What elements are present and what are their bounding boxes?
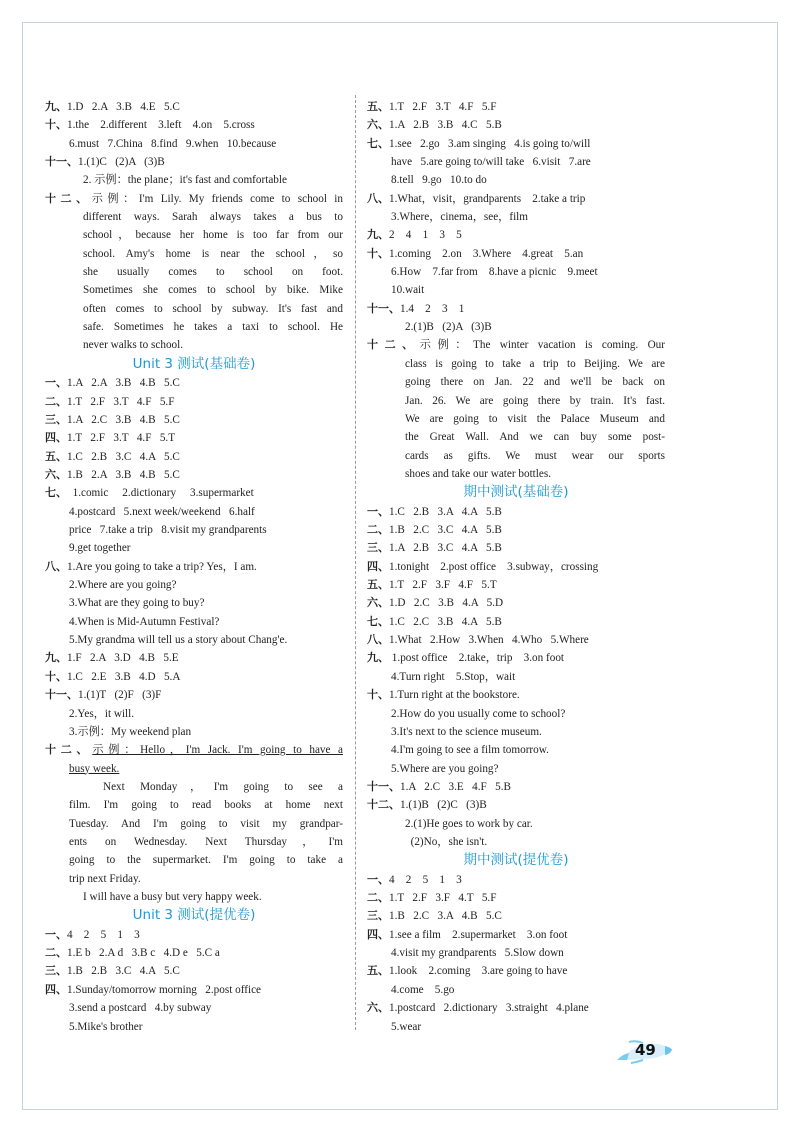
answer-text: 2.How do you usually come to school? xyxy=(391,707,566,720)
question-number: 六、 xyxy=(367,1001,389,1015)
answer-text: 3.It's next to the science museum. xyxy=(391,725,542,738)
answer-line xyxy=(45,613,343,631)
answer-text: 1.B 2.C 3.C 4.A 5.B xyxy=(389,524,502,537)
question-number: 一、 xyxy=(367,504,389,518)
answer-line xyxy=(45,851,343,869)
answer-text: 1.C 2.B 3.C 4.A 5.C xyxy=(67,450,180,463)
page-number: 49 xyxy=(635,1041,656,1059)
answer-text: 5.Where are you going? xyxy=(391,762,499,775)
question-number: 五、 xyxy=(367,578,389,592)
answer-text: 2.(1)B (2)A (3)B xyxy=(405,321,492,334)
answer-text: often comes to school by subway. It's fast and xyxy=(83,302,343,315)
answer-text: she usually comes to school on foot. xyxy=(83,266,343,279)
answer-text: 5.wear xyxy=(391,1020,422,1033)
answer-text: 1.tonight 2.post office 3.subway，crossing xyxy=(389,560,599,573)
question-number: 五、 xyxy=(45,449,67,463)
question-number: 十二、 xyxy=(367,798,400,812)
answer-text: 1.Sunday/tomorrow morning 2.post office xyxy=(67,983,262,996)
answer-line xyxy=(45,962,343,980)
question-number: 十一、 xyxy=(45,688,78,702)
question-number: 二、 xyxy=(367,523,389,537)
answer-line xyxy=(367,833,665,851)
question-number: 四、 xyxy=(45,431,67,445)
answer-text: 4.Turn right 5.Stop，wait xyxy=(391,670,516,683)
answer-line xyxy=(45,429,343,447)
answer-text: 1.coming 2.on 3.Where 4.great 5.an xyxy=(389,247,584,260)
answer-text: 1.A 2.C 3.B 4.B 5.C xyxy=(67,414,180,426)
page-number-badge xyxy=(615,1038,675,1064)
answer-line xyxy=(367,576,665,594)
answer-line xyxy=(45,668,343,686)
answer-line xyxy=(367,410,665,428)
answer-line xyxy=(367,245,665,263)
answer-line xyxy=(367,815,665,833)
answer-text: 3.send a postcard 4.by subway xyxy=(69,1002,212,1015)
answer-line xyxy=(45,686,343,704)
question-number: 九、 xyxy=(45,100,67,113)
answer-text: 4.I'm going to see a film tomorrow. xyxy=(391,744,549,757)
answer-text: 8.tell 9.go 10.to do xyxy=(391,174,487,187)
answer-line xyxy=(367,226,665,244)
answer-text: 1.T 2.F 3.F 4.T 5.F xyxy=(389,892,497,905)
question-number: 十、 xyxy=(367,246,389,260)
answer-text: busy week. xyxy=(69,762,120,775)
answer-line xyxy=(367,778,665,796)
answer-line xyxy=(367,871,665,889)
answer-text: We are going to visit the Palace Museum and xyxy=(405,412,665,425)
question-number: 十、 xyxy=(367,688,389,702)
answer-line xyxy=(367,465,665,483)
answer-line xyxy=(45,226,343,244)
answer-line xyxy=(45,281,343,299)
answer-text: 10.wait xyxy=(391,284,425,297)
answer-line xyxy=(367,539,665,557)
answer-text: 1.Turn right at the bookstore. xyxy=(389,689,520,702)
answer-line xyxy=(367,981,665,999)
question-number: 六、 xyxy=(45,468,67,482)
answer-text: class is going to take a trip to Beijing. We are xyxy=(405,357,665,370)
question-number: 十二、 xyxy=(45,191,92,205)
answer-text: 1.A 2.B 3.C 4.A 5.B xyxy=(389,542,502,555)
answer-line xyxy=(45,741,343,759)
answer-line xyxy=(367,521,665,539)
answer-line xyxy=(45,190,343,208)
answer-text: safe. Sometimes he takes a taxi to school. He xyxy=(83,321,343,334)
answer-text: 1.T 2.F 3.T 4.F 5.F xyxy=(389,101,497,113)
answer-text: 6.must 7.China 8.find 9.when 10.because xyxy=(69,137,277,150)
answer-line xyxy=(45,815,343,833)
answer-line xyxy=(45,336,343,354)
answer-text: trip next Friday. xyxy=(69,872,141,885)
answer-line xyxy=(45,116,343,134)
answer-line xyxy=(367,962,665,980)
answer-text: 1.A 2.C 3.E 4.F 5.B xyxy=(400,780,511,793)
answer-line xyxy=(45,245,343,263)
answer-text: school. Amy's home is near the school，so xyxy=(83,247,343,260)
answer-line xyxy=(45,796,343,814)
question-number: 十二、 xyxy=(367,338,420,352)
answer-line xyxy=(367,926,665,944)
answer-text: 6.How 7.far from 8.have a picnic 9.meet xyxy=(391,266,598,279)
answer-text: 2. 示例：the plane；it's fast and comfortable xyxy=(83,174,287,187)
question-number: 六、 xyxy=(367,118,389,132)
answer-line xyxy=(45,594,343,612)
answer-text: cards as gifts. We must wear our sports xyxy=(405,449,665,462)
answer-text: 4.postcard 5.next week/weekend 6.half xyxy=(69,505,255,518)
section-heading: 期中测试(提优卷) xyxy=(463,852,569,869)
answer-line xyxy=(45,521,343,539)
answer-line xyxy=(367,447,665,465)
answer-text: 1.D 2.C 3.B 4.A 5.D xyxy=(389,597,504,610)
answer-text: 1.see a film 2.supermarket 3.on foot xyxy=(389,928,568,941)
answer-text: 4 2 5 1 3 xyxy=(67,928,140,941)
answer-line xyxy=(367,686,665,704)
answer-line xyxy=(45,300,343,318)
answer-text: different ways. Sarah always takes a bus to xyxy=(83,211,343,224)
answer-line xyxy=(45,466,343,484)
answer-line xyxy=(367,428,665,446)
question-number: 九、 xyxy=(45,651,67,665)
question-number: 五、 xyxy=(367,100,389,113)
answer-line xyxy=(367,796,665,814)
answer-text: shoes and take our water bottles. xyxy=(405,467,552,480)
answer-line xyxy=(45,760,343,778)
answer-text: 1.the 2.different 3.left 4.on 5.cross xyxy=(67,119,255,132)
answer-text: 2.Yes，it will. xyxy=(69,707,135,720)
question-number: 八、 xyxy=(367,191,389,205)
answer-line xyxy=(367,558,665,576)
question-number: 八、 xyxy=(45,559,67,573)
question-number: 十一、 xyxy=(367,301,400,315)
answer-line xyxy=(367,281,665,299)
answer-text: 2.(1)He goes to work by car. xyxy=(405,817,533,830)
question-number: 五、 xyxy=(367,964,389,978)
answer-text: 1.look 2.coming 3.are going to have xyxy=(389,965,568,978)
answer-line xyxy=(367,741,665,759)
answer-line xyxy=(367,944,665,962)
answer-line xyxy=(367,889,665,907)
answer-line xyxy=(45,558,343,576)
answer-line xyxy=(45,1018,343,1036)
answer-line xyxy=(45,263,343,281)
answer-text: 1.C 2.B 3.A 4.A 5.B xyxy=(389,505,502,518)
answer-text: going there on Jan. 22 and we'll be back on xyxy=(405,376,665,389)
answer-text: 1.D 2.A 3.B 4.E 5.C xyxy=(67,101,180,113)
answer-line xyxy=(45,448,343,466)
question-number: 一、 xyxy=(367,872,389,886)
answer-line xyxy=(45,649,343,667)
question-number: 二、 xyxy=(45,394,67,408)
section-heading: 期中测试(基础卷) xyxy=(463,484,569,501)
answer-text: 1.T 2.F 3.T 4.F 5.T xyxy=(67,432,176,445)
column-divider xyxy=(355,95,356,1030)
question-number: 三、 xyxy=(45,964,67,978)
question-number: 一、 xyxy=(45,376,67,390)
question-number: 十二、 xyxy=(45,743,93,757)
answer-line xyxy=(367,190,665,208)
question-number: 二、 xyxy=(367,891,389,905)
answer-line xyxy=(45,870,343,888)
answer-text: 1.postcard 2.dictionary 3.straight 4.plane xyxy=(389,1002,589,1015)
answer-text: going to the supermarket. I'm going to take a xyxy=(69,854,343,867)
answer-line xyxy=(367,1018,665,1036)
answer-text: 1.C 2.E 3.B 4.D 5.A xyxy=(67,670,181,683)
answer-line xyxy=(45,98,343,116)
answer-text: 4.visit my grandparents 5.Slow down xyxy=(391,947,564,960)
answer-text: 3.Where，cinema，see，film xyxy=(391,211,528,224)
answer-line xyxy=(45,705,343,723)
answer-text: 1.B 2.B 3.C 4.A 5.C xyxy=(67,965,180,978)
answer-line xyxy=(45,631,343,649)
answer-line xyxy=(45,374,343,392)
question-number: 四、 xyxy=(367,927,389,941)
answer-text: have 5.are going to/will take 6.visit 7.are xyxy=(391,156,591,169)
answer-line xyxy=(45,135,343,153)
answer-text: Tuesday. And I'm going to visit my grandpar- xyxy=(69,817,343,830)
answer-line xyxy=(367,263,665,281)
question-number: 九、 xyxy=(367,651,389,665)
answer-text: 1.T 2.F 3.F 4.F 5.T xyxy=(389,579,497,592)
section-heading: Unit 3 测试(基础卷) xyxy=(132,355,256,372)
answer-text: price 7.take a trip 8.visit my grandparents xyxy=(69,524,267,537)
answer-text: 1.B 2.A 3.B 4.B 5.C xyxy=(67,469,180,482)
right-column xyxy=(367,98,665,1036)
answer-line xyxy=(367,631,665,649)
question-number: 六、 xyxy=(367,596,389,610)
answer-text: 1.comic 2.dictionary 3.supermarket xyxy=(67,487,254,500)
answer-line xyxy=(367,336,665,354)
answer-line xyxy=(45,411,343,429)
answer-line xyxy=(45,926,343,944)
answer-line xyxy=(45,999,343,1017)
answer-line xyxy=(367,135,665,153)
answer-line xyxy=(45,981,343,999)
answer-text: 1.What 2.How 3.When 4.Who 5.Where xyxy=(389,634,589,647)
answer-line xyxy=(45,833,343,851)
question-number: 四、 xyxy=(45,982,67,996)
section-heading: Unit 3 测试(提优卷) xyxy=(132,907,256,924)
answer-text: 1.A 2.A 3.B 4.B 5.C xyxy=(67,377,180,390)
answer-line xyxy=(45,208,343,226)
question-number: 十一、 xyxy=(45,155,78,169)
answer-line xyxy=(367,153,665,171)
answer-line xyxy=(367,907,665,925)
question-number: 七、 xyxy=(45,486,67,500)
answer-line xyxy=(367,300,665,318)
answer-text: 3.示例：My weekend plan xyxy=(69,725,192,738)
answer-text: (2)No，she isn't. xyxy=(405,835,488,848)
answer-text: 2 4 1 3 5 xyxy=(389,229,462,242)
answer-text: never walks to school. xyxy=(83,339,184,352)
answer-line xyxy=(45,484,343,502)
answer-line xyxy=(367,98,665,116)
answer-line xyxy=(367,318,665,336)
answer-text: Next Monday，I'm going to see a xyxy=(103,780,343,793)
answer-line xyxy=(367,503,665,521)
question-number: 七、 xyxy=(367,136,389,150)
answer-text: film. I'm going to read books at home next xyxy=(69,799,343,812)
answer-text: 1.Are you going to take a trip? Yes，I am. xyxy=(67,560,257,573)
question-number: 八、 xyxy=(367,633,389,647)
question-number: 九、 xyxy=(367,228,389,242)
answer-line xyxy=(367,613,665,631)
left-column xyxy=(45,98,343,1036)
answer-line xyxy=(45,503,343,521)
answer-line xyxy=(367,392,665,410)
answer-line xyxy=(45,944,343,962)
question-number: 三、 xyxy=(367,541,389,555)
answer-line xyxy=(45,888,343,906)
answer-text: I will have a busy but very happy week. xyxy=(83,890,262,903)
answer-line xyxy=(45,778,343,796)
answer-text: Sometimes she comes to school by bike. Mike xyxy=(83,284,343,297)
answer-line xyxy=(367,373,665,391)
question-number: 十、 xyxy=(45,669,67,683)
question-number: 三、 xyxy=(367,909,389,923)
answer-text: Jan. 26. We are going there by train. It's fast. xyxy=(405,394,665,407)
answer-text: school，because her home is too far from our xyxy=(83,229,343,242)
answer-text: 示例：Hello，I'm Jack. I'm going to have a xyxy=(92,744,344,757)
answer-line xyxy=(367,594,665,612)
answer-text: 示例：I'm Lily. My friends come to school in xyxy=(91,192,344,205)
question-number: 一、 xyxy=(45,927,67,941)
answer-text: 4 2 5 1 3 xyxy=(389,873,462,886)
answer-text: 4.come 5.go xyxy=(391,983,455,996)
answer-line xyxy=(367,705,665,723)
answer-line xyxy=(367,760,665,778)
answer-text: 5.My grandma will tell us a story about Chang'e. xyxy=(69,634,288,647)
answer-text: 1.(1)B (2)C (3)B xyxy=(400,799,487,812)
answer-text: 5.Mike's brother xyxy=(69,1020,143,1033)
question-number: 三、 xyxy=(45,413,67,426)
answer-text: 1.E b 2.A d 3.B c 4.D e 5.C a xyxy=(67,947,220,960)
answer-line xyxy=(367,208,665,226)
question-number: 十一、 xyxy=(367,779,400,793)
answer-line xyxy=(45,539,343,557)
answer-text: 1.see 2.go 3.am singing 4.is going to/will xyxy=(389,137,591,150)
answer-text: 3.What are they going to buy? xyxy=(69,597,205,610)
answer-text: 1.F 2.A 3.D 4.B 5.E xyxy=(67,652,179,665)
question-number: 二、 xyxy=(45,946,67,960)
answer-text: 示例：The winter vacation is coming. Our xyxy=(419,339,665,352)
answer-line xyxy=(45,171,343,189)
question-number: 七、 xyxy=(367,614,389,628)
answer-text: 9.get together xyxy=(69,542,131,555)
answer-line xyxy=(367,171,665,189)
answer-text: the Great Wall. And we can buy some post- xyxy=(405,431,665,444)
answer-line xyxy=(367,999,665,1017)
answer-line xyxy=(367,723,665,741)
answer-text: 4.When is Mid-Autumn Festival? xyxy=(69,615,220,628)
answer-text: 1.A 2.B 3.B 4.C 5.B xyxy=(389,119,502,132)
answer-line xyxy=(45,153,343,171)
answer-line xyxy=(367,668,665,686)
answer-text: 1.(1)T (2)F (3)F xyxy=(78,689,162,702)
answer-line xyxy=(45,393,343,411)
answer-line xyxy=(367,116,665,134)
answer-text: 1.B 2.C 3.A 4.B 5.C xyxy=(389,910,502,923)
answer-text: 1.(1)C (2)A (3)B xyxy=(78,156,165,169)
answer-line xyxy=(45,318,343,336)
answer-text: 1.What，visit，grandparents 2.take a trip xyxy=(389,192,586,205)
answer-text: 1.T 2.F 3.T 4.F 5.F xyxy=(67,395,175,408)
answer-line xyxy=(367,649,665,667)
answer-text: 1.4 2 3 1 xyxy=(400,302,465,315)
answer-text: 1.post office 2.take，trip 3.on foot xyxy=(389,652,565,665)
answer-line xyxy=(45,576,343,594)
answer-text: 2.Where are you going? xyxy=(69,579,177,592)
answer-text: 1.C 2.C 3.B 4.A 5.B xyxy=(389,615,502,628)
answer-text: ents on Wednesday. Next Thursday，I'm xyxy=(69,835,343,848)
question-number: 十、 xyxy=(45,118,67,132)
question-number: 四、 xyxy=(367,559,389,573)
answer-line xyxy=(367,355,665,373)
answer-line xyxy=(45,723,343,741)
